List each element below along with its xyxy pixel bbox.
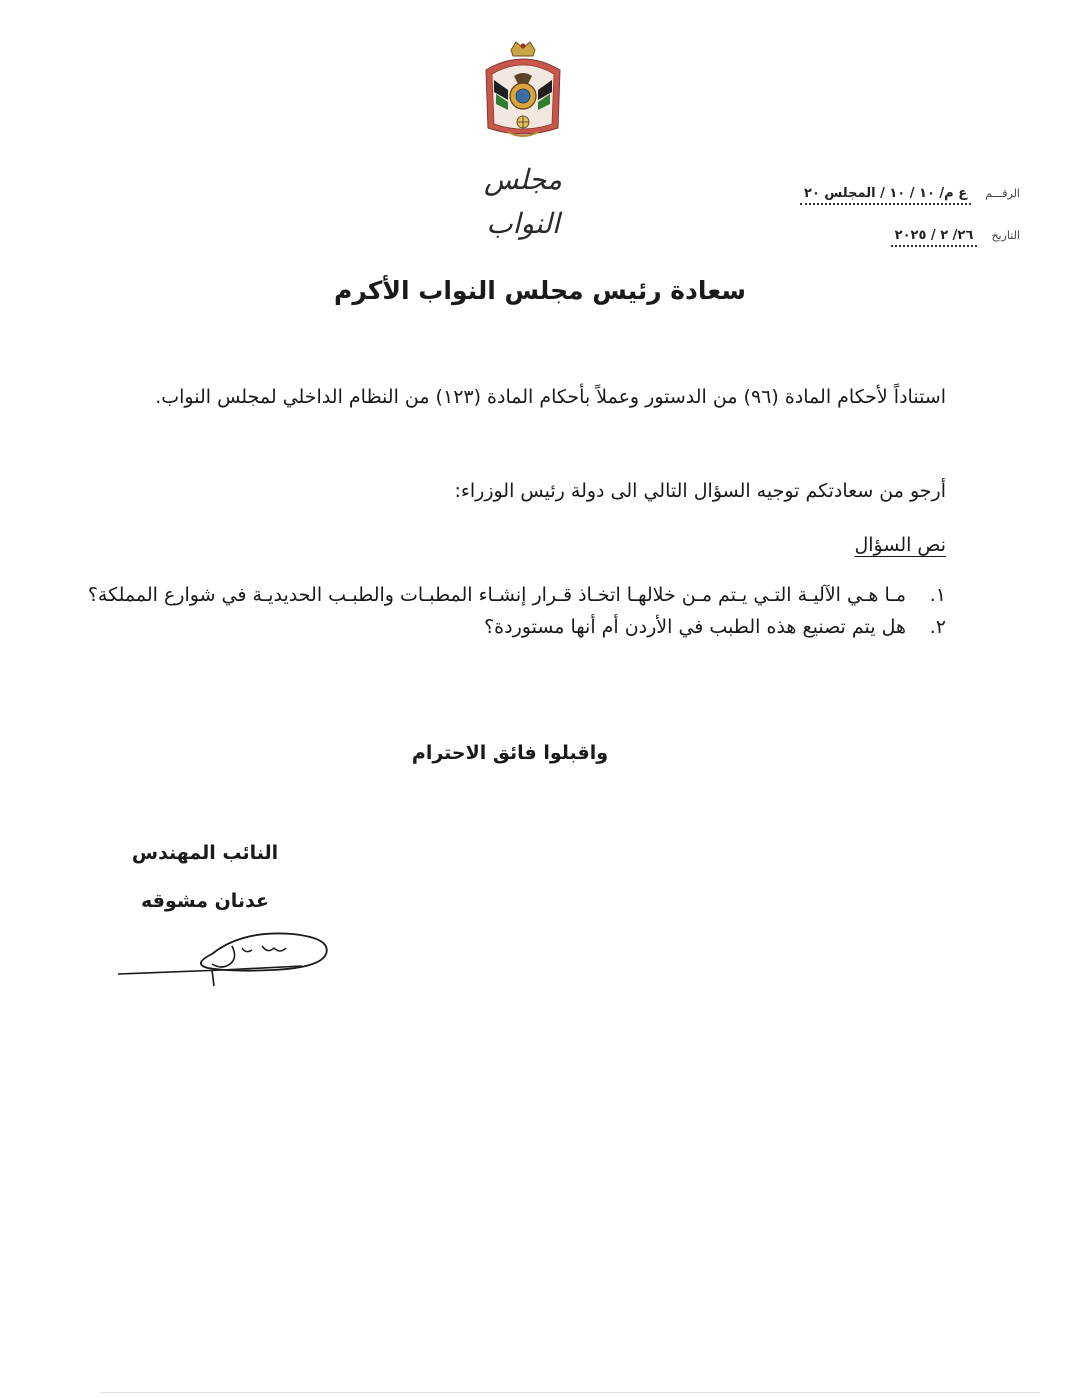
jordan-coat-of-arms-icon (478, 40, 568, 150)
questions-list (86, 580, 946, 644)
question-number: ٢. (929, 616, 946, 638)
date-value: ٢٦/ ٢ / ٢٠٢٥ (891, 228, 978, 247)
date-row (891, 228, 1020, 247)
reference-number-value: ع م/ ١٠ / ١٠ / المجلس ٢٠ (800, 186, 971, 205)
question-item (86, 580, 946, 610)
signatory-name: عدنان مشوقه (140, 890, 270, 912)
date-label: التاريخ (991, 229, 1020, 242)
request-paragraph: أرجو من سعادتكم توجيه السؤال التالي الى دولة رئيس الوزراء: (454, 480, 946, 502)
reference-number-label: الرقـــم (985, 187, 1020, 200)
reference-number-row (800, 186, 1020, 205)
salutation-heading (0, 276, 1080, 305)
question-text: مـا هـي الآليـة التـي يـتم مـن خلالهـا اتخـاذ قـرار إنشـاء المطبـات والطبـب الحديديـة في شوارع المملكة؟ (87, 584, 906, 606)
intro-paragraph: استناداً لأحكام المادة (٩٦) من الدستور وعملاً بأحكام المادة (١٢٣) من النظام الداخلي لمجلس النواب. (155, 386, 946, 408)
signatory-title: النائب المهندس (131, 842, 279, 864)
question-number: ١. (929, 584, 946, 606)
closing-line (0, 742, 1080, 764)
question-item (86, 612, 946, 642)
handwritten-signature-icon (112, 924, 342, 994)
salutation-text: سعادة رئيس مجلس النواب الأكرم (334, 276, 746, 305)
question-heading: نص السؤال (854, 534, 946, 556)
parliament-logo: مجلس النواب (483, 163, 563, 240)
page-edge-line (100, 1392, 1040, 1393)
closing-text: واقبلوا فائق الاحترام (411, 742, 609, 764)
question-text: هل يتم تصنيع هذه الطبب في الأردن أم أنها مستوردة؟ (484, 616, 906, 638)
